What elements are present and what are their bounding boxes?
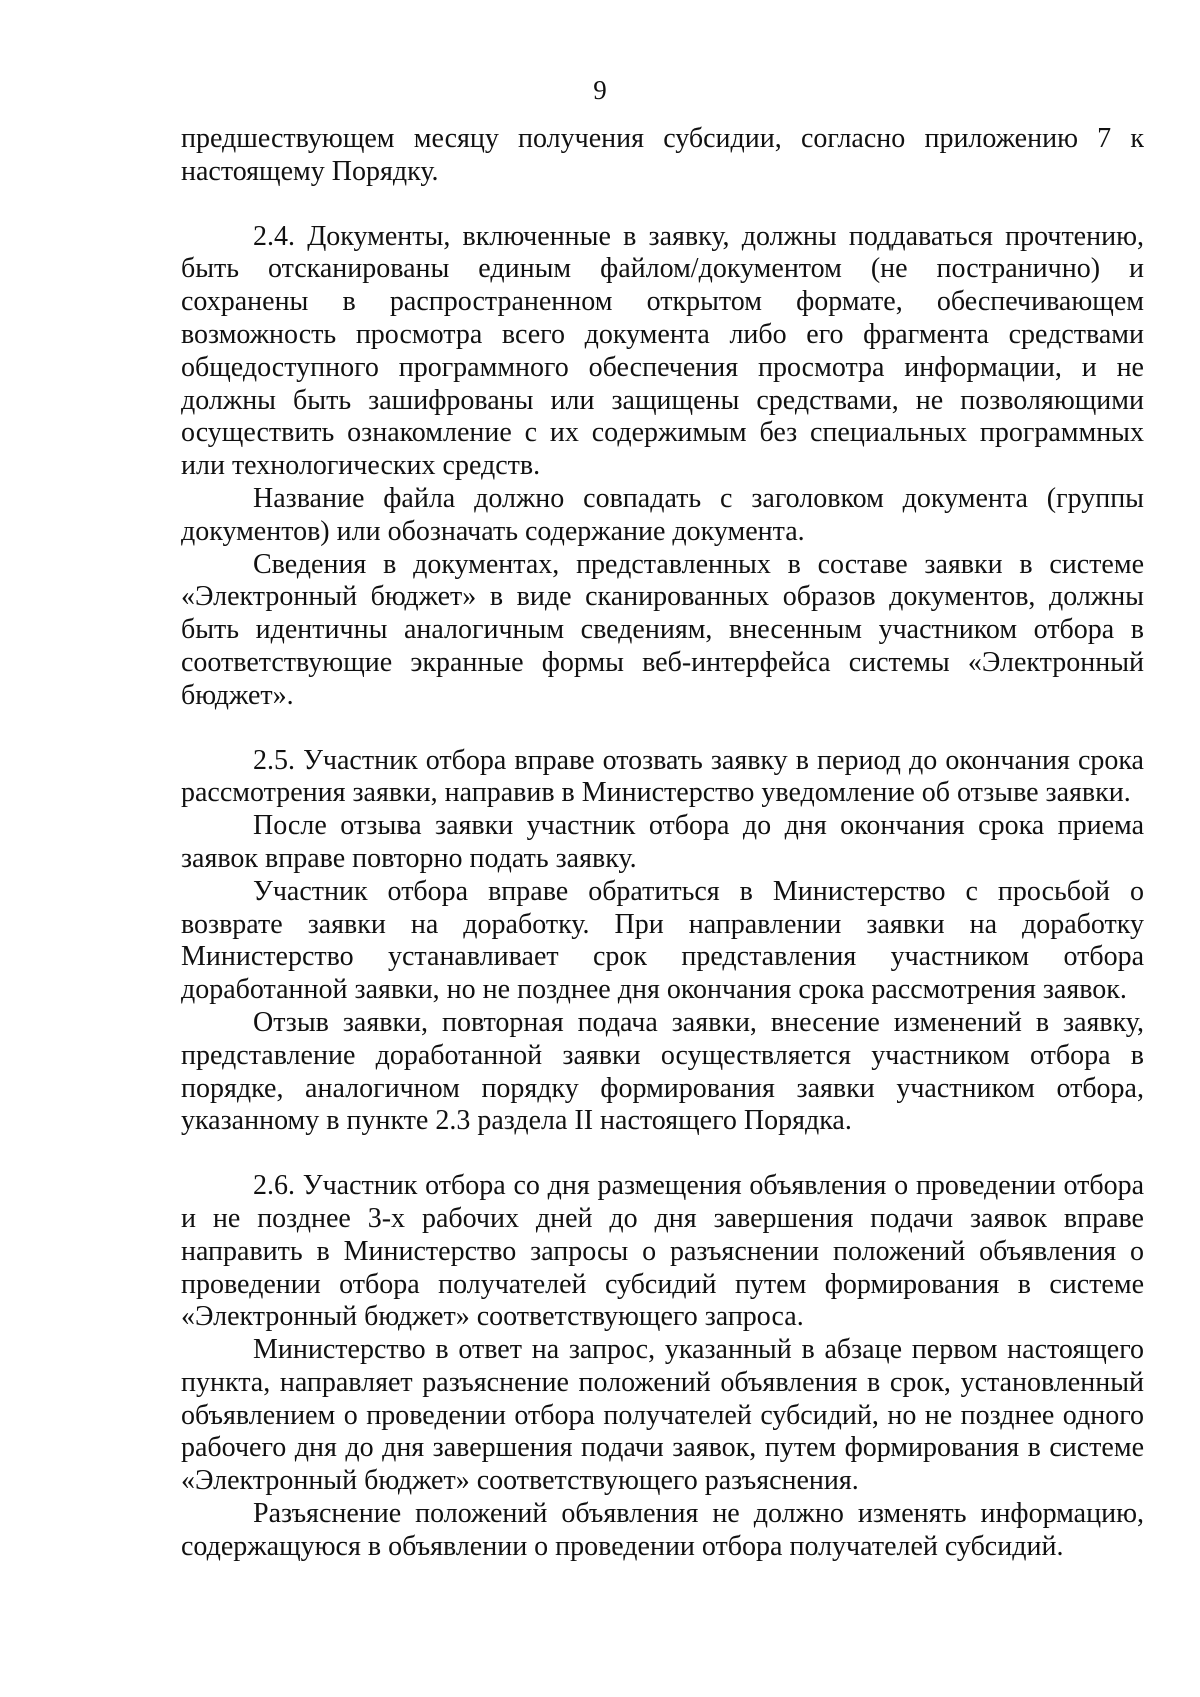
paragraph: Название файла должно совпадать с заголовком документа (группы документов) или обозначать содержание документа.	[181, 482, 1144, 547]
paragraph: После отзыва заявки участник отбора до дня окончания срока приема заявок вправе повторно подать заявку.	[181, 810, 1144, 874]
paragraph-section-2-5: 2.5. Участник отбора вправе отозвать заявку в период до окончания срока рассмотрения заявки, направив в Министерство уведомление об отзыве заявки.	[181, 744, 1144, 809]
document-body	[181, 123, 1144, 1564]
paragraph: Отзыв заявки, повторная подача заявки, внесение изменений в заявку, представление доработанной заявки осуществляется участником отбора в порядке, аналогичном порядку формирования заявки участником отбора, указанному в пункте 2.3 раздела II настоящего Порядка.	[181, 1006, 1144, 1137]
paragraph: Участник отбора вправе обратиться в Министерство с просьбой о возврате заявки на доработку. При направлении заявки на доработку Министерство устанавливает срок представления участником отбора доработанной заявки, но не позднее дня окончания срока рассмотрения заявок.	[181, 875, 1144, 1006]
paragraph-section-2-4: 2.4. Документы, включенные в заявку, должны поддаваться прочтению, быть отсканированы единым файлом/документом (не постранично) и сохранены в распространенном открытом формате, обеспечивающем возможность просмотра всего документа либо его фрагмента средствами общедоступного программного обеспечения просмотра информации, и не должны быть зашифрованы или защищены средствами, не позволяющими осуществить ознакомление с их содержимым без специальных программных или технологических средств.	[181, 220, 1144, 482]
paragraph: Разъяснение положений объявления не должно изменять информацию, содержащуюся в объявлении о проведении отбора получателей субсидий.	[181, 1498, 1144, 1562]
paragraph: Министерство в ответ на запрос, указанный в абзаце первом настоящего пункта, направляет разъяснение положений объявления в срок, установленный объявлением о проведении отбора получателей субсидий, но не позднее одного рабочего дня до дня завершения подачи заявок, путем формирования в системе «Электронный бюджет» соответствующего разъяснения.	[181, 1334, 1144, 1497]
page-number: 9	[593, 75, 607, 105]
paragraph-continuation: предшествующем месяцу получения субсидии, согласно приложению 7 к настоящему Порядку.	[181, 123, 1144, 187]
paragraph: Сведения в документах, представленных в составе заявки в системе «Электронный бюджет» в виде сканированных образов документов, должны быть идентичны аналогичным сведениям, внесенным участником отбора в соответствующие экранные формы веб-интерфейса системы «Электронный бюджет».	[181, 548, 1144, 711]
paragraph-section-2-6: 2.6. Участник отбора со дня размещения объявления о проведении отбора и не позднее 3-х рабочих дней до дня завершения подачи заявок вправе направить в Министерство запросы о разъяснении положений объявления о проведении отбора получателей субсидий путем формирования в системе «Электронный бюджет» соответствующего запроса.	[181, 1170, 1144, 1333]
